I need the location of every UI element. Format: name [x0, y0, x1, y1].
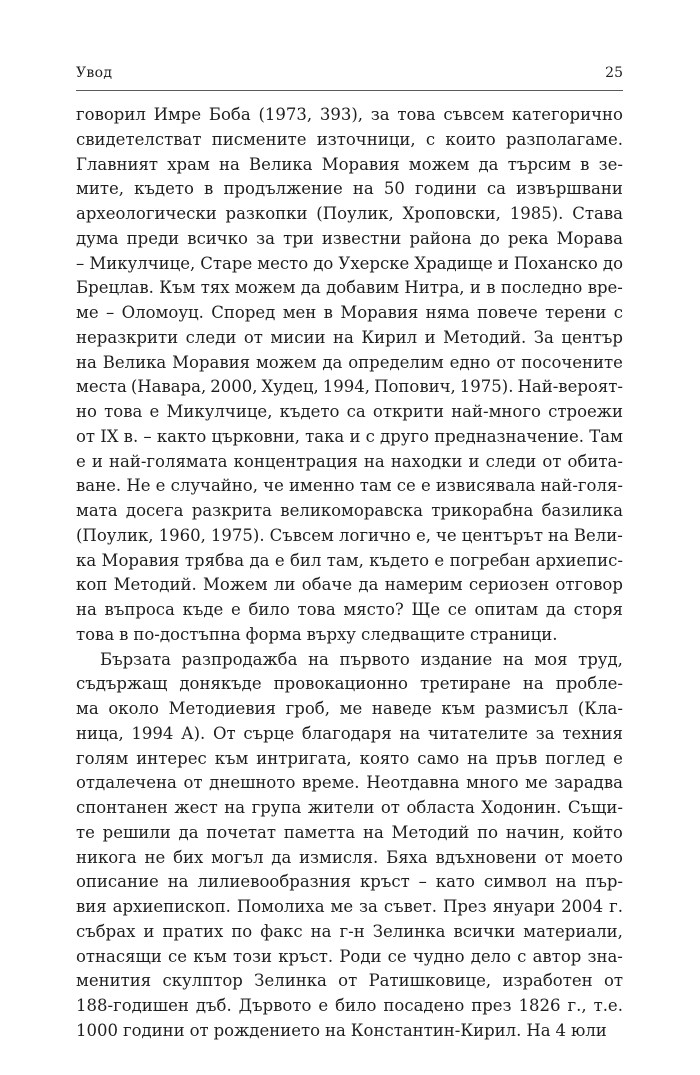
text-line: голям интерес към интригата, която само на пръв поглед е — [76, 748, 623, 768]
text-line: съдържащ донякъде провокационно третиране на пробле- — [76, 674, 623, 694]
text-line: 1000 години от рождението на Константин-Кирил. На 4 юли — [76, 1020, 607, 1040]
text-line: – Микулчице, Старе место до Ухерске Храдище и Поханско до — [76, 253, 623, 273]
text-line: но това е Микулчице, където са открити най-много строежи — [76, 402, 623, 421]
text-line: описание на лилиевообразния кръст – като символ на пър- — [76, 872, 623, 892]
text-line: говорил Имре Боба (1973, 393), за това съвсем категорично — [76, 105, 623, 124]
text-line: дума преди всичко за три известни района до река Морава — [76, 228, 623, 248]
text-line: събрах и пратих по факс на г-н Зелинка всички материали, — [76, 921, 623, 941]
section-title: Увод — [76, 65, 113, 81]
body-text — [76, 103, 623, 1044]
text-line: на Велика Моравия можем да определим едно от посочените — [76, 352, 623, 372]
text-line: отдалечена от днешното време. Неотдавна много ме зарадва — [76, 773, 623, 793]
text-line: отнасящи се към този кръст. Роди се чудно дело с автор зна- — [76, 946, 623, 966]
text-line: те решили да почетат паметта на Методий по начин, който — [76, 822, 623, 842]
text-line: коп Методий. Можем ли обаче да намерим сериозен отговор — [76, 575, 623, 595]
text-line: свидетелстват писмените източници, с които разполагаме. — [76, 129, 623, 149]
text-line: ме – Оломоуц. Според мен в Моравия няма повече терени с — [76, 303, 623, 322]
text-line: (Поулик, 1960, 1975). Съвсем логично е, че центърът на Вели- — [76, 525, 623, 545]
header-rule — [76, 90, 623, 91]
text-line: спонтанен жест на група жители от областа Ходонин. Същи- — [76, 798, 623, 817]
text-line: от IX в. – както църковни, така и с друго предназначение. Там — [76, 426, 623, 446]
text-line: Бързата разпродажба на първото издание на моя труд, — [100, 649, 623, 669]
text-line: мата досега разкрита великоморавска трикорабна базилика — [76, 501, 623, 520]
text-line: ма около Методиевия гроб, ме наведе към размисъл (Кла- — [76, 699, 623, 718]
text-line: 188-годишен дъб. Дървото е било посадено през 1826 г., т.е. — [76, 996, 623, 1015]
text-line: на въпроса къде е било това място? Ще се опитам да сторя — [76, 600, 623, 619]
text-line: ване. Не е случайно, че именно там се е извисявала най-голя- — [76, 476, 623, 496]
text-line: Главният храм на Велика Моравия можем да търсим в зе- — [76, 154, 623, 174]
text-line: ка Моравия трябва да е бил там, където е погребан архиепис- — [76, 550, 623, 570]
text-line: Брецлав. Към тях можем да добавим Нитра, и в последно вре- — [76, 278, 623, 298]
paragraph — [76, 648, 623, 1044]
text-line: археологически разкопки (Поулик, Хроповски, 1985). Става — [76, 204, 623, 223]
text-line: вия архиепископ. Помолиха ме за съвет. През януари 2004 г. — [76, 897, 623, 916]
text-line: менития скулптор Зелинка от Ратишковице, изработен от — [76, 971, 623, 991]
text-line: това в по-достъпна форма върху следващите страници. — [76, 624, 558, 644]
text-line: никога не бих могъл да измисля. Бяха вдъхновени от моето — [76, 847, 623, 867]
text-line: неразкрити следи от мисии на Кирил и Методий. За център — [76, 327, 623, 347]
text-line: ница, 1994 А). От сърце благодаря на читателите за техния — [76, 723, 623, 743]
page-number: 25 — [605, 65, 623, 81]
text-line: мите, където в продължение на 50 години са извършвани — [76, 179, 623, 199]
text-line: е и най-голямата концентрация на находки и следи от обита- — [76, 451, 623, 471]
running-header — [76, 65, 623, 89]
paragraph — [76, 103, 623, 648]
text-line: места (Навара, 2000, Худец, 1994, Попович, 1975). Най-вероят- — [76, 377, 623, 397]
